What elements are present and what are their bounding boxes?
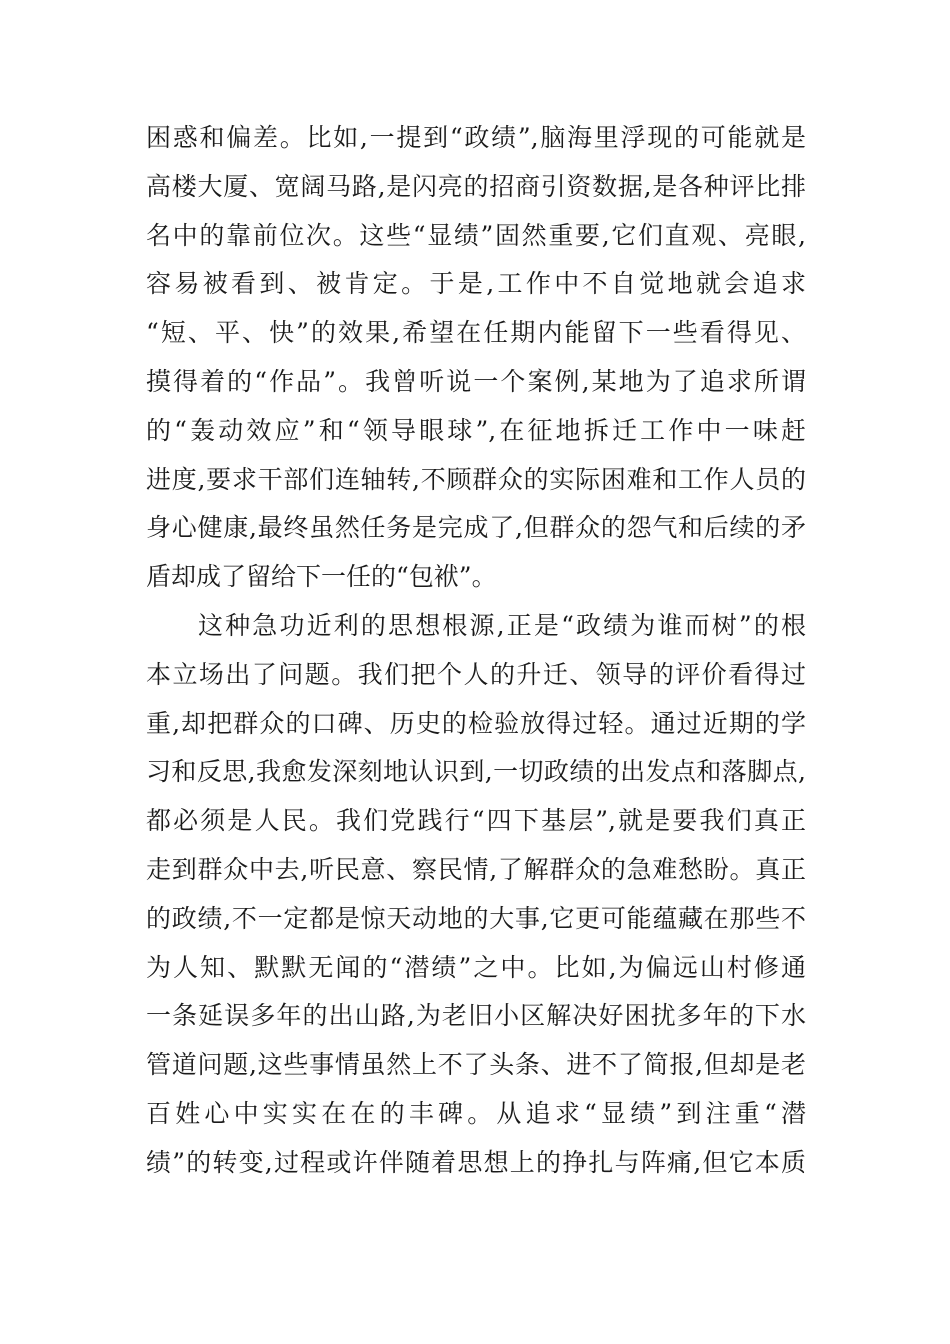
- paragraph-1-line: 的“轰动效应”和“领导眼球”,在征地拆迁工作中一味赶: [146, 415, 806, 445]
- paragraph-2-line: 本立场出了问题。我们把个人的升迁、领导的评价看得过: [146, 659, 806, 689]
- paragraph-2-line: 管道问题,这些事情虽然上不了头条、进不了简报,但却是老: [146, 1050, 806, 1080]
- paragraph-2-line: 一条延误多年的出山路,为老旧小区解决好困扰多年的下水: [146, 1001, 806, 1031]
- paragraph-1-line: 困惑和偏差。比如,一提到“政绩”,脑海里浮现的可能就是: [146, 123, 806, 152]
- paragraph-2-line: 习和反思,我愈发深刻地认识到,一切政绩的出发点和落脚点,: [146, 757, 806, 787]
- paragraph-2-line: 的政绩,不一定都是惊天动地的大事,它更可能蕴藏在那些不: [146, 903, 806, 933]
- paragraph-1-line: 名中的靠前位次。这些“显绩”固然重要,它们直观、亮眼,: [146, 220, 806, 250]
- paragraph-1-line: 身心健康,最终虽然任务是完成了,但群众的怨气和后续的矛: [146, 513, 806, 543]
- paragraph-1-line: 进度,要求干部们连轴转,不顾群众的实际困难和工作人员的: [146, 464, 806, 494]
- paragraph-2-line: 这种急功近利的思想根源,正是“政绩为谁而树”的根: [198, 610, 806, 640]
- paragraph-2-line: 走到群众中去,听民意、察民情,了解群众的急难愁盼。真正: [146, 854, 806, 884]
- paragraph-1-line: 容易被看到、被肯定。于是,工作中不自觉地就会追求: [146, 269, 806, 299]
- paragraph-2-line: 为人知、默默无闻的“潜绩”之中。比如,为偏远山村修通: [146, 952, 806, 982]
- paragraph-2-line: 绩”的转变,过程或许伴随着思想上的挣扎与阵痛,但它本质: [146, 1147, 806, 1177]
- paragraph-2-line: 重,却把群众的口碑、历史的检验放得过轻。通过近期的学: [146, 708, 806, 738]
- paragraph-1-line: “短、平、快”的效果,希望在任期内能留下一些看得见、: [146, 318, 806, 348]
- paragraph-2-line: 百姓心中实实在在的丰碑。从追求“显绩”到注重“潜: [146, 1098, 806, 1128]
- paragraph-2-line: 都必须是人民。我们党践行“四下基层”,就是要我们真正: [146, 806, 806, 836]
- paragraph-1-line: 高楼大厦、宽阔马路,是闪亮的招商引资数据,是各种评比排: [146, 171, 806, 201]
- body-text: [146, 114, 806, 1188]
- paragraph-1-line: 盾却成了留给下一任的“包袱”。: [146, 562, 497, 592]
- paragraph-1-line: 摸得着的“作品”。我曾听说一个案例,某地为了追求所谓: [146, 366, 806, 396]
